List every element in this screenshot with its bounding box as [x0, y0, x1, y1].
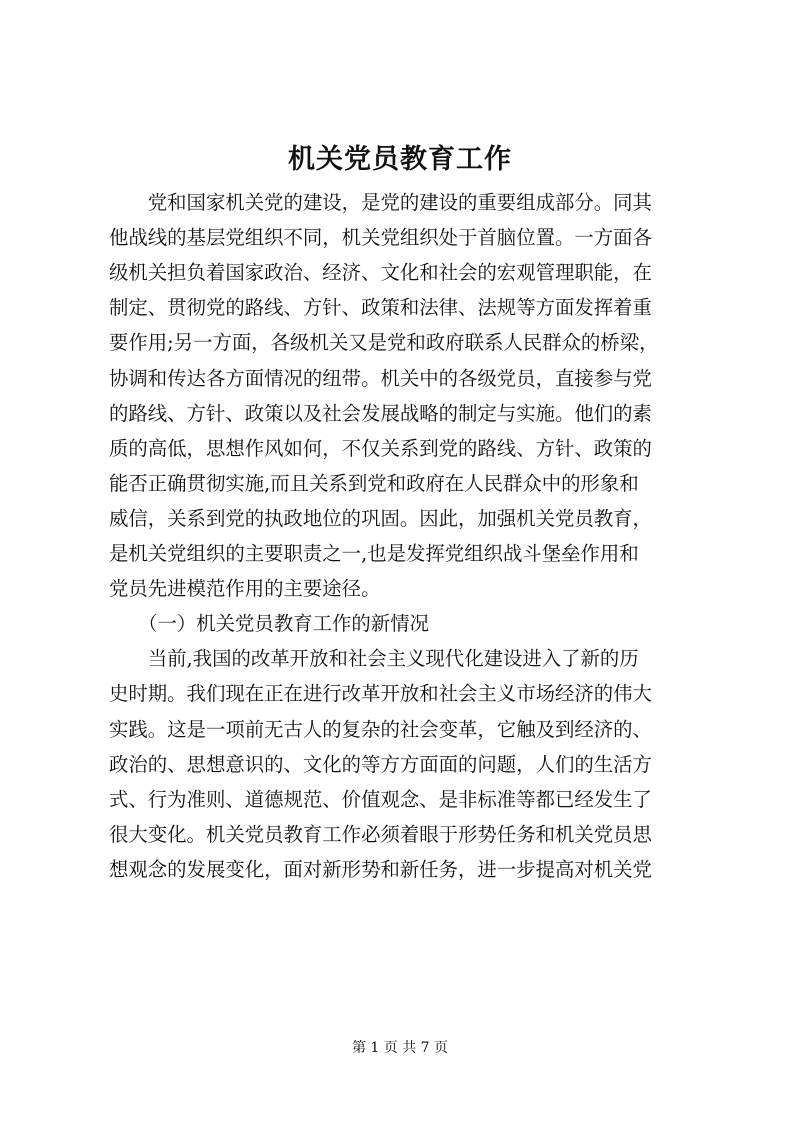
paragraph-2-line: 很大变化。机关党员教育工作必须着眼于形势任务和机关党员思: [109, 823, 652, 846]
paragraph-1-line: 的路线、方针、政策以及社会发展战略的制定与实施。他们的素: [109, 402, 652, 425]
paragraph-1-line: 威信，关系到党的执政地位的巩固。因此，加强机关党员教育，: [109, 507, 652, 530]
paragraph-2-line: 想观念的发展变化，面对新形势和新任务，进一步提高对机关党: [109, 858, 652, 881]
paragraph-1-line: 质的高低，思想作风如何，不仅关系到党的路线、方针、政策的: [109, 437, 652, 460]
paragraph-2-line: 实践。这是一项前无古人的复杂的社会变革，它触及到经济的、: [109, 718, 652, 741]
paragraph-1-line: 党员先进模范作用的主要途径。: [109, 577, 381, 600]
paragraph-2-line: 史时期。我们现在正在进行改革开放和社会主义市场经济的伟大: [109, 682, 652, 705]
paragraph-1-line: 制定、贯彻党的路线、方针、政策和法律、法规等方面发挥着重: [109, 296, 652, 319]
paragraph-1-line: 是机关党组织的主要职责之一,也是发挥党组织战斗堡垒作用和: [109, 542, 639, 565]
paragraph-2-line: 式、行为准则、道德规范、价值观念、是非标准等都已经发生了: [109, 788, 652, 811]
paragraph-1-line: 能否正确贯彻实施,而且关系到党和政府在人民群众中的形象和: [109, 472, 639, 495]
paragraph-1-line: 党和国家机关党的建设，是党的建设的重要组成部分。同其: [109, 191, 652, 214]
paragraph-2-line: 政治的、思想意识的、文化的等方方面面的问题，人们的生活方: [109, 753, 652, 776]
paragraph-1-line: 要作用;另一方面，各级机关又是党和政府联系人民群众的桥梁，: [109, 331, 659, 354]
paragraph-1-line: 他战线的基层党组织不同，机关党组织处于首脑位置。一方面各: [109, 226, 652, 249]
paragraph-2-line: 当前,我国的改革开放和社会主义现代化建设进入了新的历: [109, 647, 639, 670]
document-title: 机关党员教育工作: [288, 144, 512, 175]
section-heading: （一）机关党员教育工作的新情况: [109, 612, 429, 635]
paragraph-1-line: 协调和传达各方面情况的纽带。机关中的各级党员，直接参与党: [109, 367, 652, 390]
paragraph-1-line: 级机关担负着国家政治、经济、文化和社会的宏观管理职能，在: [109, 261, 652, 284]
page-number-footer: 第 1 页 共 7 页: [351, 1040, 449, 1056]
